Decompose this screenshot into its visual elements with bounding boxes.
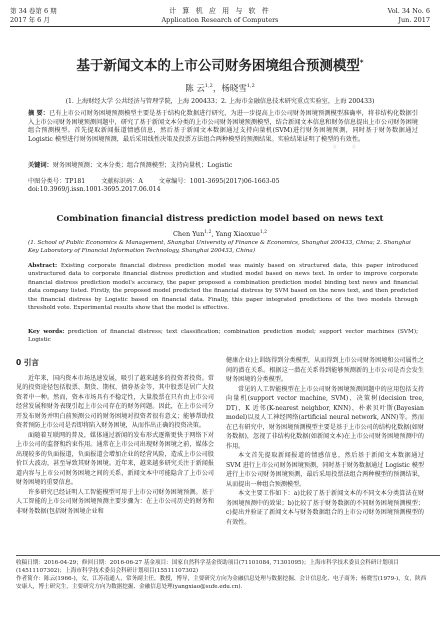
running-header xyxy=(10,6,430,27)
english-title: Combination financial distress prediction model based on news text xyxy=(56,214,384,224)
keywords-cn: 关键词：财务困境预测；文本分类；组合预测模型；支持向量机；Logistic xyxy=(28,162,233,169)
paragraph: 健康企业)上训练得到分类模型，从而得到上市公司财务困境和公司属性之间的潜在关系。根据这一潜在关系得到能够预测新的上市公司是否会发生财务困境的分类模型。 xyxy=(226,357,424,383)
paragraph: 近年来，国内资本市场迅速发展，吸引了越来越多的投资者投资。常见的投资途径包括股票、期货、期权、债券基金等，其中股票是居广大投资者中一种。然而，资本市场具有不稳定性，大量股票在只有由上市公司经营发展和财务表现引起上市公司存在的财务问题。因此，在上市公司分开发布财务并明白前预测公司的财务困境对投资者很有意义；能够帮助投资者预防上市公司是否即将陷入财务困境，从而作出正确的投资决策。 xyxy=(16,374,214,429)
abstract-cn: 摘 要：已有上市公司财务困境预测模型主要是基于结构化数据进行研究，为进一步提高上市公司财务困境预测模型准确率，将非结构化数据引入上市公司财务困境预测问题中，研究了基于新闻文本分类的上市公司财务困境预测模型，结合新闻文本信息和财务信息提出上市公司财务困境组合预测模型。首先提取新闻报道情感信息，然后基于新闻文本数据通过支持向量机(SVM)进行财务困境预测，同时基于财务数据通过 Logistic 模型进行财务困境预测，最后采用线性决策及投票方法组合两种模型的预测结果。实验结果证明了模型的有效性。 xyxy=(28,110,419,143)
abstract-en: Abstract: Existing corporate financial distress prediction model was mainly based on structured data, this paper introduced unstructured data to corporate financial distress prediction and studied model based on news text. In order to improve corporate financial distress prediction model's accuracy, the paper proposed a combination prediction model binding text news and financial data company listed. Firstly, the proposed model predicted the financial distress by SVM based on the news text, and then predicted the financial distress by Logistic based on financial data. Finally, this paper integrated predictions of the two models through threshold vote. Experimental results show that the model is effective. xyxy=(28,263,418,312)
watermark: · · xyxy=(60,430,89,465)
header-issue: Vol. 34 No. 6 Jun. 2017 xyxy=(387,7,430,24)
header-journal: 计 算 机 应 用 与 软 件 Application Research of Computers xyxy=(161,7,279,24)
affiliation: (1. 上海财经大学 公共经济与管理学院，上海 200433；2. 上海市金融信息技术研究重点实验室，上海 200433) xyxy=(65,98,375,105)
paragraph: 常见的人工智能模型在上市公司财务困境预测问题中的应用包括支持向量机(support vector machine, SVM)、决策树(decision tree, DT)、K 近邻(K-nearest neighbor, KNN)、朴素贝叶斯(Bayesian model)以及人工神经网络(artificial neural network, ANN)等。然而在已有研究中，财务困境预测模型主要是基于上市公司的结构化数据(如财务数据)，忽视了非结构化数据(如新闻文本)在上市公司财务困境预测中的作用。 xyxy=(226,385,424,450)
footnote-dates: 收稿日期：2016-04-29；修回日期：2016-06-27 基金项目：国家自然科学基金资助项目(71101084, 71301095)；上海市科学技术委员会科研计划项目(14511107302)；上海市科学技术委员会科研计划项目(15511107302) xyxy=(16,560,399,574)
section-heading: 0 引言 xyxy=(16,358,39,367)
header-volume: 第 34 卷第 6 期 2017 年 6 月 xyxy=(10,7,57,24)
english-affiliation: (1. School of Public Economics & Management, Shanghai University of Finance & Economics, Shanghai 200433, China; 2. Shanghai Key Laboratory of Financial Information Technology, Shanghai 200433, China) xyxy=(28,240,411,254)
footnote xyxy=(16,559,430,591)
footnote-authors: 作者简介：陈云(1966-)，女，江苏南通人，常务副主任，教授，博导，主要研究方向为金融信息处理与数据挖掘、会计信息化、电子商务；杨晓雪(1979-)，女，陕西安康人，博士研究生，主要研究方向为数据挖掘、金融信息处理(yangxiao@sufe.edu.cn). xyxy=(16,576,427,590)
classification-info: 中图分类号：TP181 文献标识码：A 文章编号：1001-3695(2017)06-1663-05 xyxy=(28,178,280,185)
paragraph: 面随着互联网的普及，媒体通过新闻的发布形式逐渐更快于网络下对上市公司的监督和约束作用。通常在上市公司出现财务困境之前，媒体会出现较多的负面报道，负面报道会增加企业的经营风险，造成上市公司股价巨大波动，甚至导致其财务困境。近年来，越来越多研究关注于新闻报道内容与上市公司财务困境之间的关系，新闻文本中可能隐含了上市公司财务困境的重要信息。 xyxy=(16,431,214,486)
paragraph: 本文主要工作如下：a)比较了基于新闻文本的不同文本分类算法在财务困境预测中的效果；b)比较了基于财务数据的不同财务困境预测模型；c)提出并验证了新闻文本与财务数据组合的上市公司财务困境预测模型的有效性。 xyxy=(226,490,424,526)
author-line: 陈 云$^{1,2}$，杨晓雪$^{1,2}$ xyxy=(185,83,255,94)
paper-title: 基于新闻文本的上市公司财务困境组合预测模型* xyxy=(76,58,364,74)
paragraph: 本文首先提取新闻报道的情感信息，然后基于新闻文本数据通过 SVM 进行上市公司财务困境预测，同时基于财务数据通过 Logistic 模型进行上市公司财务困境预测，最后采用投票法组合两种模型的预测结果，从而提出一种组合预测模型。 xyxy=(226,452,424,488)
keywords-en: Key words: prediction of financial distress; text classification; combination prediction model; support vector machines (SVM); Logistic xyxy=(28,329,418,344)
doi: doi:10.3969/j.issn.1001-3695.2017.06.014 xyxy=(28,186,161,193)
body-column-left xyxy=(16,356,214,516)
body-column-right xyxy=(226,356,424,527)
english-author-line: Chen Yun$^{1,2}$, Yang Xiaoxue$^{1,2}$ xyxy=(172,230,268,239)
footnote-divider xyxy=(16,555,440,556)
watermark: · · xyxy=(330,130,359,165)
paragraph: 许多研究已经证明人工智能模型可用于上市公司财务困境预测。基于人工智能的上市公司财务困境预测主要步骤为：在上市公司历史的财务和非财务数据(包括财务困境企业和 xyxy=(16,488,214,515)
